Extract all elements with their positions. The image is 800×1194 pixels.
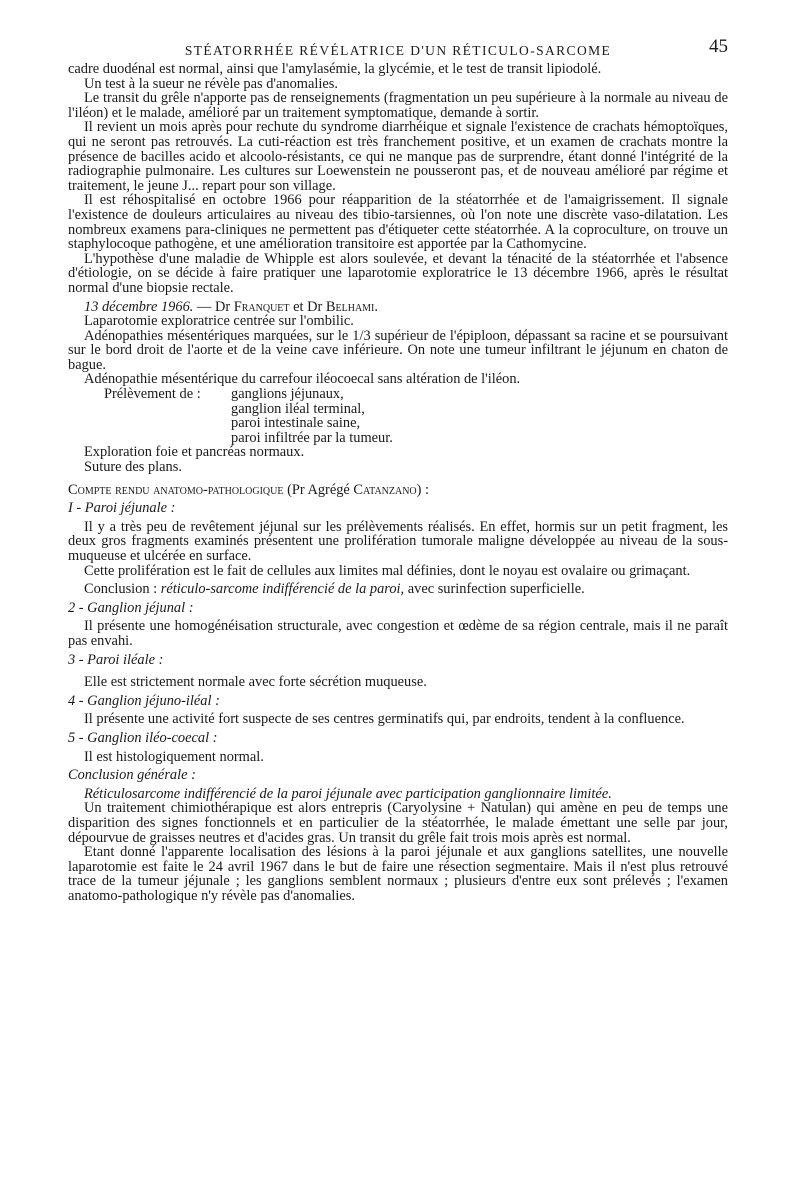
document-page [68, 36, 728, 904]
operation-heading: 13 décembre 1966. — Dr Franquet et Dr Belhami. [84, 298, 378, 315]
paragraph: Cette prolifération est le fait de cellules aux limites mal définies, dont le noyau est ovalaire ou grimaçant. [84, 562, 691, 579]
section-title: I - Paroi jéjunale : [68, 500, 176, 517]
conclusion: Conclusion : réticulo-sarcome indifférencié de la paroi, avec surinfection superficielle. [84, 581, 585, 598]
section-title: Conclusion générale : [68, 767, 196, 784]
paragraph: Adénopathies mésentériques marquées, sur le 1/3 supérieur de l'épiploon, dépassant sa racine et se poursuivant sur le bord droit de l'aorte et de la veine cave inférieure. On note une tumeur infiltrant le jéjunum en chaton de bague. [68, 327, 728, 373]
paragraph: Le transit du grêle n'apporte pas de renseignements (fragmentation un peu supérieure à la normale au niveau de l'iléon) et le malade, amélioré par un traitement symptomatique, demande à sortir. [68, 90, 728, 121]
paragraph: Il présente une homogénéisation structurale, avec congestion et œdème de sa région centrale, mais il ne paraît pas envahi. [68, 618, 728, 649]
surgeon-name: Belhami [325, 298, 375, 315]
paragraph: Elle est strictement normale avec forte sécrétion muqueuse. [84, 674, 427, 691]
paragraph: Il est histologiquement normal. [84, 748, 264, 765]
prelevement-list [104, 387, 728, 445]
list-item: paroi infiltrée par la tumeur. [231, 429, 393, 446]
paragraph: Suture des plans. [84, 459, 182, 476]
operation-date: 13 décembre 1966. [84, 298, 194, 315]
page-header [68, 36, 728, 62]
surgeon-name: Franquet [233, 298, 290, 315]
paragraph: Il est réhospitalisé en octobre 1966 pour réapparition de la stéatorrhée et de l'amaigrissement. Il signale l'existence de douleurs articulaires au niveau des tibio-tarsiennes, où l'on note une discrète vaso-dilatation. Les nombreux examens para-cliniques ne permettent pas d'étiqueter cette stéatorrhée. A la coproculture, on trouve un staphylocoque pathogène, et une amélioration transitoire est apportée par la Cathomycine. [68, 192, 728, 253]
list-item: ganglion iléal terminal, [231, 400, 365, 417]
paragraph: Il revient un mois après pour rechute du syndrome diarrhéique et signale l'existence de crachats hémoptoïques, qui ne seront pas retrouvés. La cuti-réaction est très franchement positive, et un examen de crachats montre la présence de bacilles acido et alcoolo-résistants, ce qui ne manque pas de surprendre, étant donné l'intégrité de la radiographie pulmonaire. Les cultures sur Loewenstein ne pousseront pas, et de nouveau amélioré par régime et traitement, le jeune J... repart pour son village. [68, 119, 728, 194]
paragraph: Laparotomie exploratrice centrée sur l'ombilic. [84, 313, 354, 330]
paragraph: Exploration foie et pancréas normaux. [84, 444, 305, 461]
paragraph: Un test à la sueur ne révèle pas d'anomalies. [84, 75, 338, 92]
paragraph: Il présente une activité fort suspecte de ses centres germinatifs qui, par endroits, tendent à la confluence. [84, 711, 685, 728]
report-heading: Compte rendu anatomo-pathologique (Pr Agrégé Catanzano) : [68, 481, 430, 498]
pathologist-name: Catanzano [353, 481, 417, 498]
paragraph: L'hypothèse d'une maladie de Whipple est alors soulevée, et devant la ténacité de la stéatorrhée et l'absence d'étiologie, on se décide à faire pratiquer une laparotomie exploratrice le 13 décembre 1966, après le résultat normal d'une biopsie rectale. [68, 250, 728, 296]
running-title: STÉATORRHÉE RÉVÉLATRICE D'UN RÉTICULO-SARCOME [184, 43, 612, 58]
section-title: 5 - Ganglion iléo-coecal : [68, 729, 218, 746]
paragraph: cadre duodénal est normal, ainsi que l'amylasémie, la glycémie, et le test de transit lipiodolé. [68, 61, 602, 77]
general-conclusion: Réticulosarcome indifférencié de la paroi jéjunale avec participation ganglionnaire limitée. [84, 785, 612, 802]
list-item: paroi intestinale saine, [231, 415, 361, 432]
paragraph: Un traitement chimiothérapique est alors entrepris (Caryolysine + Natulan) qui amène en peu de temps une disparition des signes fonctionnels et en particulier de la stéatorrhée, le malade émettant une selle par jour, dépourvue de graisses neutres et d'acides gras. Un transit du grêle fait trois mois après est normal. [68, 800, 728, 846]
page-number: 45 [709, 36, 728, 57]
list-item: ganglions jéjunaux, [231, 386, 344, 403]
section-title: 4 - Ganglion jéjuno-iléal : [68, 692, 220, 709]
paragraph: Il y a très peu de revêtement jéjunal sur les prélèvements réalisés. En effet, hormis sur un petit fragment, les deux gros fragments examinés présentent une prolifération tumorale maligne développée au niveau de la sous-muqueuse et ulcérée en surface. [68, 518, 728, 564]
section-title: 2 - Ganglion jéjunal : [68, 599, 194, 616]
paragraph: Etant donné l'apparente localisation des lésions à la paroi jéjunale et aux ganglions satellites, une nouvelle laparotomie est faite le 24 avril 1967 dans le but de faire une résection segmentaire. Mais il n'est plus retrouvé trace de la tumeur jéjunale ; les ganglions semblent normaux ; plusieurs d'entre eux sont prélevés ; l'examen anatomo-pathologique n'y révèle pas d'anomalies. [68, 844, 728, 904]
prelevement-label: Prélèvement de : [104, 386, 201, 403]
paragraph: Adénopathie mésentérique du carrefour iléocoecal sans altération de l'iléon. [84, 371, 521, 388]
section-title: 3 - Paroi iléale : [68, 651, 164, 668]
